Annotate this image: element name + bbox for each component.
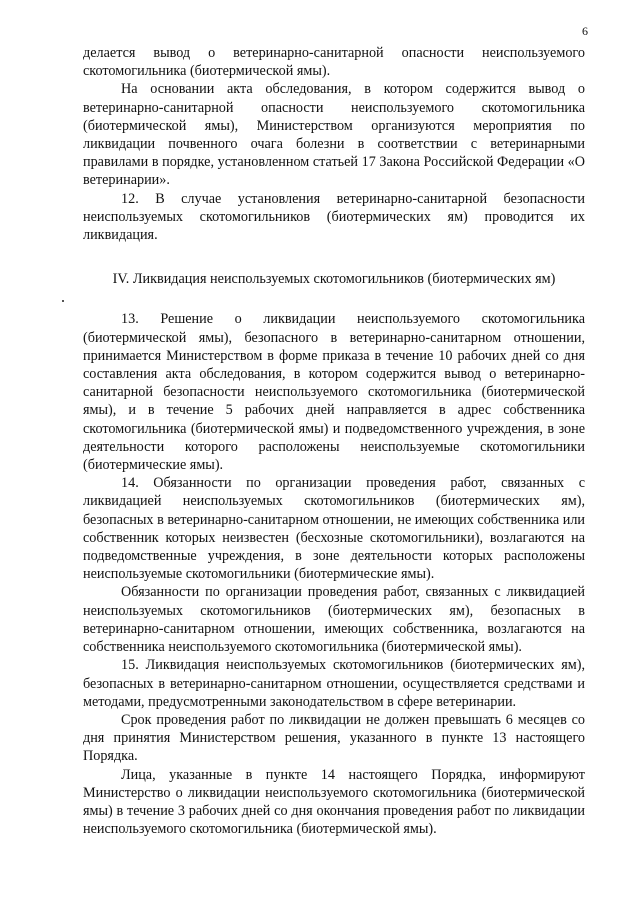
paragraph-inspection-act: На основании акта обследования, в котором содержится вывод о ветеринарно-санитарной опасности неиспользуемого скотомогильника (биотермической ямы), Министерством организуются мероприятия по ликвидации почвенного очага болезни в соответствии с ветеринарными правилами в порядке, установленном статьей 17 Закона Российской Федерации «О ветеринарии».: [83, 81, 585, 189]
paragraph-item-15: 15. Ликвидация неиспользуемых скотомогильников (биотермических ям), безопасных в ветеринарно-санитарном отношении, осуществляется средствами и методами, предусмотренными законодательством в сфере ветеринарии.: [83, 657, 585, 710]
scan-speck: [62, 300, 64, 302]
document-body: [83, 44, 585, 838]
paragraph-continuation: делается вывод о ветеринарно-санитарной опасности неиспользуемого скотомогильника (биотермической ямы).: [83, 45, 585, 80]
paragraph-item-12: 12. В случае установления ветеринарно-санитарной безопасности неиспользуемых скотомогильников (биотермических ям) проводится их ликвидация.: [83, 190, 585, 244]
paragraph-deadline: Срок проведения работ по ликвидации не должен превышать 6 месяцев со дня принятия Министерством решения, указанного в пункте 13 настоящего Порядка.: [83, 711, 585, 765]
paragraph-owner-duties: Обязанности по организации проведения работ, связанных с ликвидацией неиспользуемых скотомогильников (биотермических ям), безопасных в ветеринарно-санитарном отношении, имеющих собственника, возлагаются на собственника неиспользуемого скотомогильника (биотермической ямы).: [83, 584, 585, 656]
page-number: 6: [582, 24, 588, 38]
paragraph-notification: Лица, указанные в пункте 14 настоящего Порядка, информируют Министерство о ликвидации неиспользуемого скотомогильника (биотермической ямы) в течение 3 рабочих дней со дня окончания проведения работ по ликвидации неиспользуемого скотомогильника (биотермической ямы).: [83, 766, 585, 838]
paragraph-item-13: 13. Решение о ликвидации неиспользуемого скотомогильника (биотермической ямы), безопасного в ветеринарно-санитарном отношении, принимается Министерством в форме приказа в течение 10 рабочих дней со дня составления акта обследования, в котором содержится вывод о ветеринарно-санитарной безопасности неиспользуемого скотомогильника (биотермической ямы), и в течение 5 рабочих дней направляется в адрес собственника скотомогильника (биотермической ямы) и подведомственного учреждения, в зоне деятельности которого расположены неиспользуемые скотомогильники (биотермические ямы).: [83, 311, 585, 474]
section-heading: IV. Ликвидация неиспользуемых скотомогильников (биотермических ям): [112, 271, 556, 288]
paragraph-item-14: 14. Обязанности по организации проведения работ, связанных с ликвидацией неиспользуемых скотомогильников (биотермических ям), безопасных в ветеринарно-санитарном отношении, не имеющих собственника или собственник которых неизвестен (бесхозные скотомогильники), возлагаются на подведомственные учреждения, в зоне деятельности которых расположены неиспользуемые скотомогильники (биотермические ямы).: [83, 475, 585, 583]
